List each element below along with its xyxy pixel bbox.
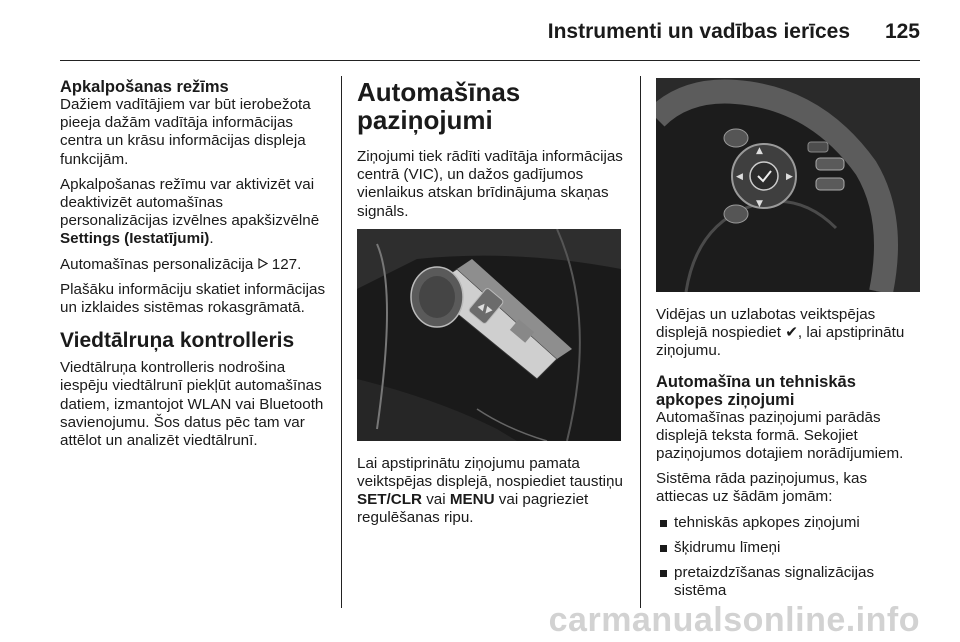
settings-menu-label: Settings (Iestatījumi) (60, 230, 210, 248)
text: Vidējas un uzlabotas veiktspējas displejā nospiediet (656, 306, 876, 342)
title-line: paziņojumi (357, 105, 493, 135)
cross-reference (60, 256, 328, 274)
text: vai (421, 491, 450, 509)
text: vai pagrieziet regulēšanas ripu. (357, 491, 589, 527)
stalk-control-image (357, 229, 621, 441)
text: Lai apstiprinātu ziņojumu pamata veiktspējas displejā, nospiediet taustiņu (357, 454, 623, 491)
section-title-service-messages (656, 373, 922, 409)
steering-wheel-controls-image (656, 78, 920, 292)
svg-text:▶: ▶ (786, 172, 793, 182)
text: . (297, 255, 302, 273)
watermark: carmanualsonline.info (548, 601, 920, 639)
section-title-smartphone-controller: Viedtālruņa kontrolleris (60, 329, 295, 353)
paragraph: Dažiem vadītājiem var būt ierobežota pieeja dažām vadītāja informācijas centra un krāsu informācijas displeja funkcijām. (60, 96, 311, 168)
section-title-vehicle-messages (357, 78, 625, 134)
paragraph (656, 306, 922, 361)
title-line: Automašīna un tehniskās (656, 372, 856, 391)
column-divider-2 (640, 76, 641, 608)
reference-arrow-icon (258, 257, 268, 272)
bullet-square-icon (660, 570, 667, 577)
text: Apkalpošanas režīmu var aktivizēt vai deaktivizēt automašīnas personalizācijas izvēlnes apakšizvēlnē (60, 175, 320, 230)
list-item-text: tehniskās apkopes ziņojumi (674, 513, 860, 531)
page-header (0, 0, 960, 62)
paragraph (357, 455, 625, 528)
paragraph: Ziņojumi tiek rādīti vadītāja informācijas centrā (VIC), un dažos gadījumos vienlaikus atskan brīdinājuma skaņas signāls. (357, 148, 623, 220)
column-2 (357, 78, 625, 535)
bullet-square-icon (660, 545, 667, 552)
set-clr-button-label: SET/CLR (357, 491, 422, 509)
page-number: 125 (884, 20, 920, 43)
column-1 (60, 78, 328, 457)
checkmark-icon: ✔ (785, 324, 798, 342)
title-line: Automašīnas (357, 77, 521, 107)
svg-text:▲▼: ▲▼ (476, 300, 494, 317)
column-3 (656, 78, 922, 607)
header-title: Instrumenti un vadības ierīces (547, 20, 850, 43)
svg-text:▼: ▼ (756, 199, 763, 209)
paragraph: Plašāku informāciju skatiet informācijas un izklaides sistēmas rokasgrāmatā. (60, 280, 326, 317)
paragraph (60, 176, 328, 249)
list-item-text: šķidrumu līmeņi (674, 538, 781, 556)
section-title-service-mode: Apkalpošanas režīms (60, 78, 229, 96)
list-item (656, 514, 922, 532)
svg-text:▲: ▲ (756, 146, 763, 156)
list-item (656, 564, 922, 600)
text: . (209, 230, 214, 248)
paragraph: Automašīnas paziņojumi parādās displejā teksta formā. Sekojiet paziņojumos dotajiem norādījumiem. (656, 408, 904, 463)
paragraph: Viedtālruņa kontrolleris nodrošina iespēju viedtālrunī piekļūt automašīnas datiem, izmantojot WLAN vai Bluetooth savienojumu. Šos datus pēc tam var attēlot un analizēt viedtālrunī. (60, 359, 324, 450)
page-reference[interactable]: 127 (271, 255, 298, 273)
column-divider-1 (341, 76, 342, 608)
list-item (656, 539, 922, 557)
list-item-text: pretaizdzīšanas signalizācijas sistēma (674, 564, 875, 600)
header-divider (60, 60, 920, 61)
text: Automašīnas personalizācija (60, 255, 258, 273)
bullet-square-icon (660, 520, 667, 527)
paragraph: Sistēma rāda paziņojumus, kas attiecas uz šādām jomām: (656, 470, 868, 506)
svg-text:◀: ◀ (736, 172, 743, 182)
text: , lai apstiprinātu ziņojumu. (656, 324, 905, 360)
title-line: apkopes ziņojumi (656, 390, 795, 409)
bullet-list (656, 514, 922, 601)
menu-button-label: MENU (449, 491, 495, 509)
